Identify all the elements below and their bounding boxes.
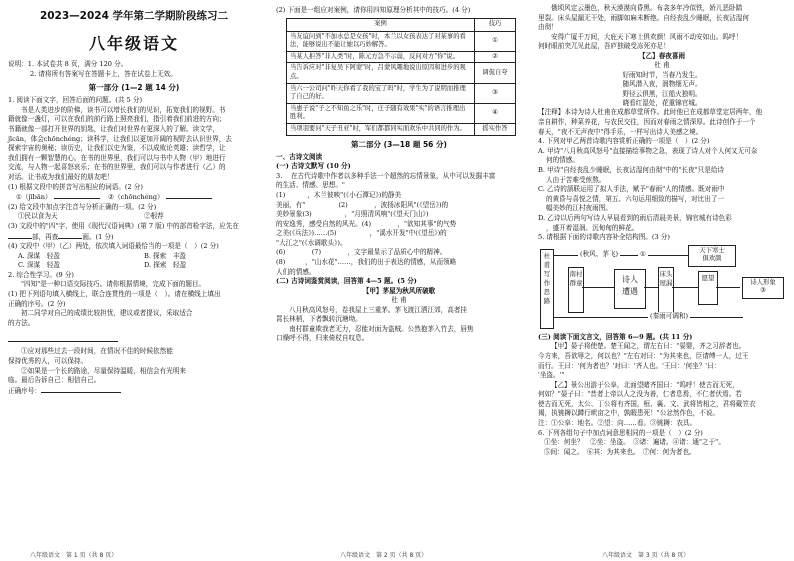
note-2: 2. 请将所有答案写在答题卡上，答在试卷上无效。 — [30, 69, 177, 78]
poem-line: 由彻！ — [538, 23, 558, 32]
diagram-bottom-label: (秦雨可调和) — [650, 311, 689, 320]
poem-title: 【甲】茅屋为秋风所破歌 — [362, 286, 436, 295]
poem-line: 好雨知时节，当春乃发生。 — [622, 70, 702, 79]
option-b: B. 探索 丰盈 — [144, 251, 187, 260]
poem-author: 杜 甫 — [391, 296, 407, 305]
section-heading: (三) 阅读下面文言文，回答第 6—9 题。(共 11 分) — [538, 332, 693, 341]
classical-line: 使古而无死，太公、丁公将有齐国，桓、襄、文、武将皆相之，君将戴笠衣 — [538, 399, 756, 408]
diagram-box-2: 诗人 遭遇 — [614, 269, 646, 309]
q4-option[interactable]: B. 甲诗"自经丧乱少睡眠，长夜沾湿何由彻"中的"长夜"只是给诗 — [538, 165, 725, 174]
q5-prompt: 5. 请根据下面的诗歌内容补全结构图。(3 分) — [538, 233, 670, 242]
answer-blank[interactable] — [166, 192, 212, 199]
q4-option[interactable]: D. 乙诗以后两句写诗人早晨看到的雨后清晨美景，锦官城有诗色彩 — [538, 213, 732, 222]
passage-line: 书是人类进步的阶梯，读书可以增长我们的见识，拓宽我们的视野。书 — [21, 105, 226, 114]
diagram-box-4: 愿望 — [698, 271, 718, 305]
q2-2-prompt: (2) 下面是一组应对案例，请你用四知原理分析其中的技巧。(4 分) — [276, 6, 471, 14]
table-row: 当惠子说"子之不知鱼之乐"时，庄子随有效果"实"的语言推理出胜利。 ④ — [287, 103, 516, 123]
poem-line: 野径云俱黑，江船火独明。 — [622, 89, 702, 98]
option-d: D. 探索 轻盈 — [144, 261, 187, 270]
annotation: 春天，"夜不无声夜中"得手乐，一样写出诗人美感之境。 — [538, 127, 703, 136]
q2-text: 初二同学对自己的成绩比较担忧，建议或者提议，采取适合 — [21, 309, 193, 318]
option-a: A. 深谋 轻盈 — [18, 251, 60, 260]
part2-heading: 第二部分 (3—18 题 56 分) — [351, 139, 447, 149]
subsection-heading: (二) 古诗词鉴赏阅读，回答第 4—5 题。(5 分) — [276, 277, 417, 286]
passage-line: 对话。让书成为我们最好的朋友吧！ — [8, 172, 114, 181]
diagram-box-1: 南村群童 — [568, 267, 584, 313]
pinyin-answers — [8, 192, 260, 203]
poem-line: 八月秋高风怒号，卷我屋上三重茅。茅飞渡江洒江郊，高者挂 — [289, 305, 468, 314]
table-header: 案例 — [287, 18, 475, 31]
q2-text: 临。最后告诉自己：相信自己。 — [8, 376, 101, 385]
diagram-box-3: 床头屋漏 — [658, 267, 674, 313]
diagram-top-box: 天下寒士 俱欢颜 — [688, 245, 736, 267]
answer-blank[interactable] — [8, 232, 32, 239]
q4-option: 何的情感。 — [546, 156, 579, 165]
poem-line: 随风潜入夜，润物细无声。 — [622, 80, 702, 89]
poem-line: 安得广厦千万间，大庇天下寒士俱欢颜！风雨不动安如山。呜呼！ — [551, 32, 743, 41]
q3-line: 的生活、情感、思想。" — [276, 181, 345, 190]
note-1: 说明：1. 本试卷共 8 页，满分 120 分。 — [8, 60, 128, 68]
q1-4-options-row2 — [8, 261, 260, 271]
q1-2-options — [8, 212, 260, 222]
q2-text: 的方法。 — [8, 318, 35, 327]
pinyin-2: ②（chōnchéng） — [108, 193, 164, 202]
table-row: 当六一公司问"昨天你看了我的宝了吗"时，学生为了说明而推理了自己的好。 ③ — [287, 83, 516, 103]
subsection-heading: (一) 古诗文默写 (10 分) — [276, 162, 351, 171]
q2-intro: (1) 把下列语句填入横线上，联合连贯性的一项是（ ）。请在横线上填出 — [8, 290, 221, 299]
option: ①民以食为天 — [18, 212, 58, 221]
q1-2-prompt: (2) 给文段中加点字注音与分析正确的一项。(2 分) — [8, 202, 157, 211]
q3-line: 人们的情感。 — [276, 267, 316, 276]
option: ②根荐 — [144, 212, 164, 221]
annotation: 【注释】本诗为诗人杜甫在成都草堂所作。此时他已在成都草堂定居两年，他 — [538, 108, 763, 117]
q1-1-prompt: (1) 根据文段中的拼音写出相应的词语。(2 分) — [8, 182, 143, 191]
q2-intro: 正确的序号。(2 分) — [8, 299, 66, 308]
passage-line: 我们拥有一颗智慧的心。在书的世界里，我们可以与书中人物（甲）地进行 — [8, 153, 226, 162]
q3-line[interactable]: 美丽，有" (2) ，波扬冰阳风"(《望岳》)的 — [276, 200, 449, 209]
page-footer: 八年级语文 第 2 页（共 8 页） — [340, 552, 428, 559]
poem-author: 杜 甫 — [654, 61, 670, 70]
option-c: C. 深谋 轻盈 — [18, 261, 60, 270]
section-heading: 一、古诗文阅读 — [276, 152, 323, 161]
passage-line: jīcān，体会chōnchéng；读科学，让我们以更加开阔的视野去认识世界，去 — [8, 134, 232, 143]
poem-line: 晓看红湿处，花重锦官城。 — [622, 99, 702, 107]
q3-line[interactable]: 之美(《兵法》)……(5) ，"溪水开发"中(《望岳》)的 — [276, 229, 447, 238]
annotation: 亲自耕作，种菜养花，与农民交往，因而对春雨之情深厚。此诗创作于一个 — [538, 118, 756, 126]
q4-prompt: 4. 下列对甲乙两首诗歌内容赏析正确的一项是（ ）(2 分) — [538, 137, 710, 146]
classical-line: 今方来，吾欲辱之，何以也？"左右对曰："为其来也，臣请缚一人，过王 — [538, 351, 749, 360]
table-row: 当某人拒答"非人类"时，陈元方急不示弱，反问对方"你"说。 ② — [287, 51, 516, 63]
q6-option: ⑤间：闻之。 ⑥其：为其来也。 ⑦何：何为者也。 — [544, 447, 696, 456]
table-row: 当项羽要问"天子丑亚"时，军们都都同实面欢乐中共同的作为。 摇实作答 — [287, 123, 516, 135]
q4-option[interactable]: A. 甲诗"八月秋高风怒号"直接描绘事物之急，表现了诗人对个人何又无可奈 — [538, 146, 758, 155]
answer-blank[interactable] — [58, 232, 82, 239]
q3-line: "大江之"(《水调歌头》)。 — [276, 238, 347, 247]
q2-intro: "四知"是一种口语交际技巧。请你根据情境，完成下面的题目。 — [21, 280, 206, 289]
q4-option: ，盛开着湿润、沉甸甸的鲜花。 — [546, 223, 639, 232]
q4-option[interactable]: C. 乙诗的颔联运用了拟人手法，赋予"春雨"人的情感。既对雨中 — [538, 185, 725, 194]
q1-4-options-row1 — [8, 252, 260, 262]
q3-line[interactable]: 美妙景象(3) ，"月照清风响"(《望天门山》) — [276, 210, 429, 219]
poem-line: 里裂。床头屋漏无干处，雨脚如麻未断绝。自经丧乱少睡眠，长夜沾湿何 — [538, 13, 749, 22]
poem-line: 南村群童欺我老无力，忍能对面为盗贼。公然抱茅入竹去，唇焦 — [289, 324, 474, 333]
structure-diagram — [538, 245, 786, 331]
q6-option: ①坐：何坐？ ②坐：坐盗。 ③诸：遍诸。④诸：通"之于"。 — [544, 438, 725, 447]
poem-line: 口燥呼不得，归来倚杖自叹息。 — [276, 334, 369, 343]
q4-option: 人由于苦难受煎熬。 — [546, 175, 606, 184]
classical-note: 注：①公阜：地名。②望：向……看。③铫耨：农具。 — [538, 419, 697, 428]
table-row: 当友谊问到"不加水总是女孩"时，本兰以女孩表达了对某事的看法，能够说出不能让她以巧妙解答。 ① — [287, 31, 516, 51]
table-row: 当告诉应对"非复吴下阿蒙"时，吕蒙风趣地说出原因和进步的观点。 调侃自夸 — [287, 63, 516, 83]
classical-line: 而行。王曰：'何为者也？'对曰：'齐人也。'王曰：'何坐？'曰： — [538, 361, 721, 370]
q4-option: 的黄昏与喜悦之情，第五、六句运用细致的描写，对比出了一 — [546, 194, 725, 203]
passage-line: 探索宇宙的奥秘；读历史，让我们以史为鉴，不以成败论英雄；读哲学，让 — [8, 144, 226, 153]
q3-line: 3. 在古代诗歌中作者以多种手法一个超然的忘情景象，从中可以发掘丰富 — [276, 171, 496, 180]
q2-prompt: 2. 综合性学习。(9 分) — [8, 270, 74, 279]
classical-line: '坐盗。'" — [538, 371, 565, 380]
q6-prompt: 6. 下列各组句子中加点词意思相同的一项是（ ）(2 分) — [538, 428, 703, 437]
q3-line[interactable]: (6) (7) ，文字最显示了品质心中的精神。 — [276, 248, 447, 257]
classical-line: 褐，执铫耨以蹲行畎亩之中，孰暇患死！"公忿然作色，不说。 — [538, 409, 720, 418]
classical-line: 何如？"晏子曰："昔者上帝以人之没为善，仁者息焉，不仁者伏焉。若 — [538, 390, 742, 399]
answer-blank[interactable] — [54, 192, 100, 199]
classical-line: 【乙】景公出游于公阜，北面望睹齐国曰："呜呼！使古而无死， — [551, 380, 739, 389]
diagram-top-label: (秋风、茅飞) — [580, 249, 619, 258]
answer-blank[interactable] — [41, 386, 121, 393]
pinyin-1: ①（jībān） — [16, 193, 52, 202]
q2-text: ①应对那些过去一段时间，在情况不佳的时候依然能 — [8, 347, 173, 356]
classical-line: 【甲】晏子将使楚。楚王闻之，谓左右曰："晏婴，齐之习辞者也。 — [551, 342, 746, 351]
diagram-left-box: 杜甫写作思路 — [540, 249, 554, 329]
q3-line[interactable]: (8) ，"山水花"……，我们的出于表达的情感，从而领略 — [276, 258, 457, 267]
part1-heading: 第一部分 (1—2 题 14 分) — [88, 83, 180, 93]
diagram-blank-1[interactable]: ① — [640, 249, 646, 258]
page-3 — [532, 0, 794, 561]
page-2 — [270, 0, 528, 561]
exam-subject: 八年级语文 — [88, 34, 179, 53]
q1-4-prompt: (4) 文段中（甲）（乙）两处，依次填入词语最恰当的一项是（ ）(2 分) — [8, 242, 219, 251]
poem-line: 罥长林梢，下者飘转沉塘坳。 — [276, 315, 362, 324]
q2-text: ②如果是一个长的路途，尽量保持温暖，相信会有光明来 — [8, 366, 187, 375]
poem-line: 何时眼前突兀见此屋，吾庐独破受冻死亦足！ — [538, 42, 670, 51]
passage-line: 籍就像一盏灯，可以在我们的前行路上照亮我们，指引着我们前进的方向； — [8, 115, 226, 124]
q3-line[interactable]: (1) ，木兰彼映"(《小石潭记》)的静美 — [276, 190, 402, 199]
page-footer: 八年级语文 第 3 页（共 8 页） — [602, 552, 690, 559]
page-1 — [0, 0, 266, 561]
q1-3-prompt: (3) 文段中的"四"字，使用《现代汉语词典》(第 7 版) 中的部首检字法，应先在部，再查 画。(1 分) — [8, 221, 239, 241]
q2-answer: 正确序号： — [8, 386, 260, 397]
poem-line: 俄顷风定云墨色，秋天漠漠向昏黑。布衾多年冷似铁，娇儿恶卧踏 — [551, 4, 743, 12]
page-footer: 八年级语文 第 1 页（共 8 页） — [30, 552, 118, 559]
passage-line: 交流，与人物一起喜怒哀乐；在书的世界里，我们可以与作者进行（乙）的 — [8, 163, 226, 172]
q4-option: 幅美妙的江村夜雨图。 — [546, 204, 612, 213]
answer-blank[interactable] — [8, 332, 118, 342]
exam-header: 2023—2024 学年第二学期阶段练习二 — [39, 10, 229, 22]
diagram-right-box[interactable]: 诗人形象 ③ — [742, 277, 784, 299]
q2-text: 保持优秀的人，可以保持。 — [8, 357, 88, 366]
case-table — [286, 18, 516, 136]
passage-line: 书籍就像一部打开世界的钥匙，让我们对世界有更深入的了解。读文学， — [8, 124, 219, 133]
q3-line[interactable]: 的安逸秀，感受自然的风光。(4) ，"欲知其事"的气势 — [276, 219, 457, 228]
q1-prompt: 1. 阅读下面文字，回答后面的问题。(共 5 分) — [8, 96, 143, 105]
table-header: 技巧 — [475, 18, 516, 31]
poem-title: 【乙】春夜喜雨 — [638, 51, 686, 60]
